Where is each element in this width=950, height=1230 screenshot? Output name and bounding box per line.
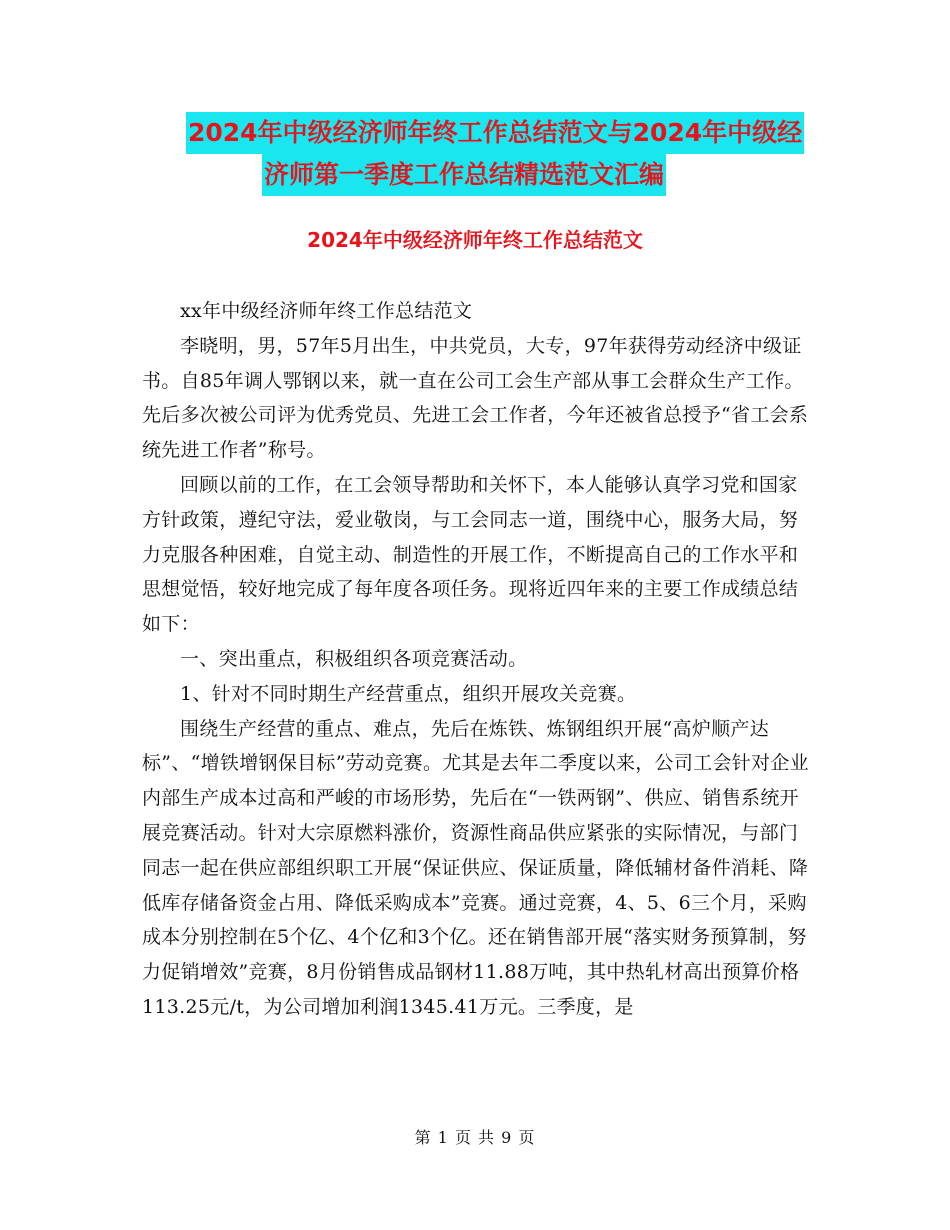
paragraph: 李晓明，男，57年5月出生，中共党员，大专，97年获得劳动经济中级证书。自85年调人鄂钢以来，就一直在公司工会生产部从事工会群众生产工作。先后多次被公司评为优秀党员、先进工会工作者，今年还被省总授予“省工会系统先进工作者”称号。 xyxy=(142,334,809,462)
document-title-line-2: 济师第一季度工作总结精选范文汇编 xyxy=(262,154,666,196)
document-title-line-1: 2024年中级经济师年终工作总结范文与2024年中级经 xyxy=(186,112,804,154)
paragraph: 1、针对不同时期生产经营重点，组织开展攻关竞赛。 xyxy=(180,682,637,705)
page-footer: 第 1 页 共 9 页 xyxy=(414,1128,536,1147)
paragraph: 回顾以前的工作，在工会领导帮助和关怀下，本人能够认真学习党和国家方针政策，遵纪守法，爱业敬岗，与工会同志一道，围绕中心，服务大局，努力克服各种困难，自觉主动、制造性的开展工作，不断提高自己的工作水平和思想觉悟，较好地完成了每年度各项任务。现将近四年来的主要工作成绩总结如下： xyxy=(142,473,799,636)
document-body xyxy=(142,294,812,1025)
paragraph: xx年中级经济师年终工作总结范文 xyxy=(180,300,473,322)
paragraph: 一、突出重点，积极组织各项竞赛活动。 xyxy=(180,647,528,670)
paragraph: 围绕生产经营的重点、难点，先后在炼铁、炼钢组织开展“高炉顺产达标”、“增铁增钢保目标”劳动竞赛。尤其是去年二季度以来，公司工会针对企业内部生产成本过高和严峻的市场形势，先后在“一铁两钢”、供应、销售系统开展竞赛活动。针对大宗原燃料涨价，资源性商品供应紧张的实际情况，与部门同志一起在供应部组织职工开展“保证供应、保证质量，降低辅材备件消耗、降低库存储备资金占用、降低采购成本”竞赛。通过竞赛，4、5、6三个月，采购成本分别控制在5个亿、4个亿和3个亿。还在销售部开展“落实财务预算制，努力促销增效”竞赛，8月份销售成品钢材11.88万吨，其中热轧材高出预算价格113.25元/t，为公司增加利润1345.41万元。三季度，是 xyxy=(142,717,809,1018)
document-title xyxy=(186,112,826,196)
section-title: 2024年中级经济师年终工作总结范文 xyxy=(307,228,643,252)
